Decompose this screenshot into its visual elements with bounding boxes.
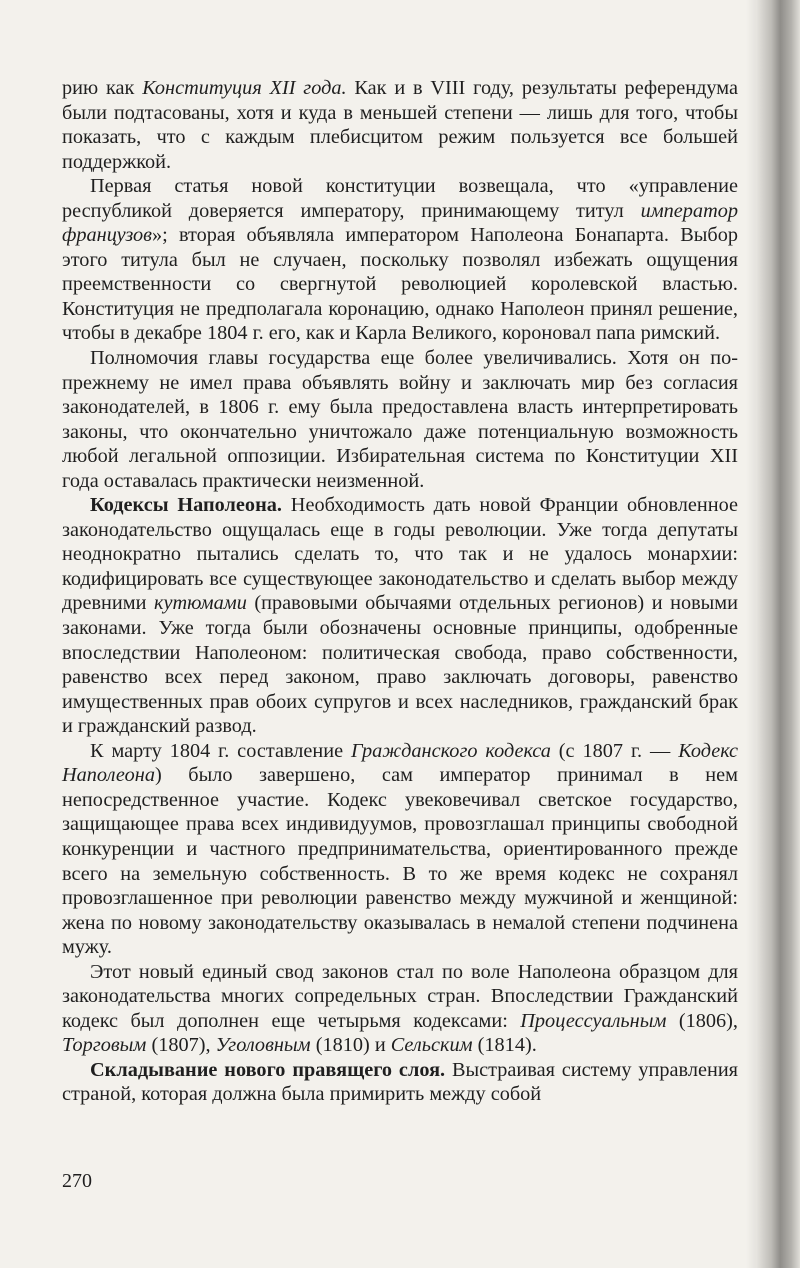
text-span: (1806), bbox=[666, 1009, 738, 1032]
section-heading-codes: Кодексы Наполеона. bbox=[90, 494, 282, 517]
text-span: (правовыми обычаями отдельных регионов) и новыми законами. Уже тогда были обозначены основные принципы, одобренные впоследствии Наполеоном: политическая свобода, право собственности, равенство всех перед законом, право заключать договоры, равенство имущественных прав обоих супругов и всех наследников, гражданский брак и гражданский развод. bbox=[62, 592, 738, 738]
text-span: (с 1807 г. — bbox=[550, 739, 679, 762]
text-span: К марту 1804 г. составление bbox=[90, 739, 352, 762]
text-span: Первая статья новой конституции возвещала, что «управление республикой доверяется императору, принимающему титул bbox=[62, 175, 738, 222]
paragraph-1 bbox=[62, 76, 738, 174]
text-span: рию как bbox=[62, 77, 143, 99]
italic-span: Конституция XII года. bbox=[142, 77, 347, 99]
paragraph-7 bbox=[62, 1058, 738, 1107]
text-span: Как и в VIII году, результаты референдума были подтасованы, хотя и куда в меньшей степени — лишь для того, чтобы показать, что с каждым плебисцитом режим пользуется все большей поддержкой. bbox=[62, 77, 738, 173]
paragraph-5 bbox=[62, 739, 738, 960]
text-span: »; вторая объявляла императором Наполеона Бонапарта. Выбор этого титула был не случаен, поскольку позволял избежать ощущения преемственности со свергнутой революцией королевской властью. Конституция не предполагала коронацию, однако Наполеон принял решение, чтобы в декабре 1804 г. его, как и Карла Великого, короновал папа римский. bbox=[62, 224, 738, 345]
text-span: Этот новый единый свод законов стал по воле Наполеона образцом для законодательства многих сопредельных стран. Впоследствии Гражданский кодекс был дополнен еще четырьмя кодексами: bbox=[62, 960, 738, 1032]
page-text bbox=[62, 76, 738, 1107]
text-span: (1810) и bbox=[310, 1034, 391, 1057]
paragraph-2 bbox=[62, 174, 738, 346]
italic-span: Сельским bbox=[390, 1034, 473, 1057]
paragraph-6 bbox=[62, 960, 738, 1058]
italic-span: император французов bbox=[62, 199, 738, 247]
page-edge-shadow bbox=[756, 0, 800, 1268]
italic-span: Уголовным bbox=[215, 1034, 311, 1057]
text-span: (1814). bbox=[472, 1034, 537, 1057]
text-span: ) было завершено, сам император принимал в нем непосредственное участие. Кодекс увековечивал светское государство, защищающее права всех индивидуумов, провозглашал принципы свободной конкуренции и частного предпринимательства, ориентированного прежде всего на земельную собственность. В то же время кодекс не сохранял провозглашенное при революции равенство между мужчиной и женщиной: жена по новому законодательству оказывалась в немалой степени подчинена мужу. bbox=[62, 764, 738, 959]
italic-span: Процессуальным bbox=[520, 1009, 667, 1032]
text-span: (1807), bbox=[146, 1034, 216, 1057]
text-span: Полномочия главы государства еще более увеличивались. Хотя он по-прежнему не имел права объявлять войну и заключать мир без согласия законодателей, в 1806 г. ему была предоставлена власть интерпретировать законы, что окончательно уничтожало даже потенциальную возможность любой легальной оппозиции. Избирательная система по Конституции XII года оставалась практически неизменной. bbox=[62, 347, 738, 492]
paragraph-4 bbox=[62, 493, 738, 738]
text-span: Выстраивая систему управления страной, которая должна была примирить между собой bbox=[62, 1058, 738, 1106]
italic-span: Торговым bbox=[62, 1034, 147, 1057]
section-heading-ruling-class: Складывание нового правящего слоя. bbox=[90, 1058, 446, 1081]
italic-span: Кодекс Наполеона bbox=[62, 739, 738, 787]
text-span: Необходимость дать новой Франции обновленное законодательство ощущалась еще в годы революции. Уже тогда депутаты неоднократно пытались сделать то, что так и не удалось монархии: кодифицировать все существующее законодательство и сделать выбор между древними bbox=[62, 494, 738, 615]
gutter-shadow bbox=[746, 0, 756, 1268]
paragraph-3 bbox=[62, 346, 738, 493]
italic-span: кутюмами bbox=[154, 592, 247, 615]
page-number: 270 bbox=[62, 1170, 92, 1192]
italic-span: Гражданского кодекса bbox=[351, 739, 551, 762]
